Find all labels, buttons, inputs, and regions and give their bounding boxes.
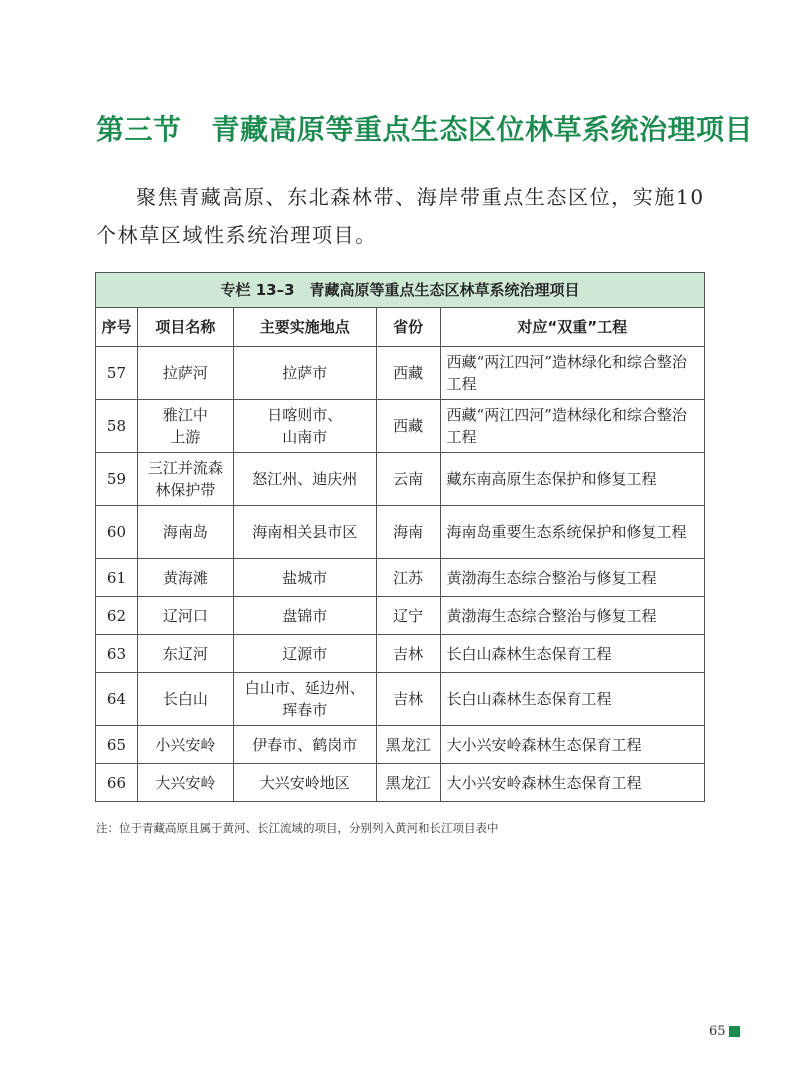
cell-location: 拉萨市 <box>233 347 376 400</box>
cell-location: 伊春市、鹤岗市 <box>233 726 376 764</box>
cell-location: 盐城市 <box>233 559 376 597</box>
table-row <box>96 726 705 764</box>
cell-province: 江苏 <box>376 559 440 597</box>
table-header-row <box>96 308 705 347</box>
cell-province: 辽宁 <box>376 597 440 635</box>
cell-name: 黄海滩 <box>137 559 233 597</box>
cell-no: 65 <box>96 726 138 764</box>
cell-location: 大兴安岭地区 <box>233 764 376 802</box>
cell-province: 西藏 <box>376 400 440 453</box>
cell-no: 63 <box>96 635 138 673</box>
cell-project: 海南岛重要生态系统保护和修复工程 <box>440 506 704 559</box>
table-row <box>96 597 705 635</box>
page-marker-square-icon <box>729 1026 740 1037</box>
cell-project: 西藏“两江四河”造林绿化和综合整治工程 <box>440 400 704 453</box>
cell-project: 西藏“两江四河”造林绿化和综合整治工程 <box>440 347 704 400</box>
cell-project: 黄渤海生态综合整治与修复工程 <box>440 597 704 635</box>
cell-location: 盘锦市 <box>233 597 376 635</box>
cell-project: 大小兴安岭森林生态保育工程 <box>440 726 704 764</box>
table-row <box>96 764 705 802</box>
cell-name: 三江并流森林保护带 <box>137 453 233 506</box>
table-row <box>96 635 705 673</box>
cell-project: 藏东南高原生态保护和修复工程 <box>440 453 704 506</box>
project-table <box>95 272 705 802</box>
table-row <box>96 347 705 400</box>
section-number: 第三节 <box>96 113 182 146</box>
cell-no: 57 <box>96 347 138 400</box>
cell-no: 62 <box>96 597 138 635</box>
table-row <box>96 400 705 453</box>
section-heading: 青藏高原等重点生态区位林草系统治理项目 <box>211 113 754 146</box>
cell-location: 怒江州、迪庆州 <box>233 453 376 506</box>
header-location: 主要实施地点 <box>233 308 376 347</box>
header-name: 项目名称 <box>137 308 233 347</box>
table-row <box>96 506 705 559</box>
cell-name: 辽河口 <box>137 597 233 635</box>
table-row <box>96 453 705 506</box>
cell-province: 黑龙江 <box>376 726 440 764</box>
cell-name: 拉萨河 <box>137 347 233 400</box>
cell-province: 西藏 <box>376 347 440 400</box>
cell-no: 60 <box>96 506 138 559</box>
table-caption: 专栏 13–3 青藏高原等重点生态区林草系统治理项目 <box>96 273 705 308</box>
cell-location: 日喀则市、山南市 <box>233 400 376 453</box>
cell-no: 61 <box>96 559 138 597</box>
cell-location: 白山市、延边州、珲春市 <box>233 673 376 726</box>
cell-name: 大兴安岭 <box>137 764 233 802</box>
cell-location: 辽源市 <box>233 635 376 673</box>
cell-no: 58 <box>96 400 138 453</box>
header-province: 省份 <box>376 308 440 347</box>
cell-project: 长白山森林生态保育工程 <box>440 673 704 726</box>
cell-location: 海南相关县市区 <box>233 506 376 559</box>
cell-name: 雅江中上游 <box>137 400 233 453</box>
header-project: 对应“双重”工程 <box>440 308 704 347</box>
table-row <box>96 559 705 597</box>
cell-province: 吉林 <box>376 635 440 673</box>
cell-no: 59 <box>96 453 138 506</box>
section-title <box>96 108 753 148</box>
cell-no: 66 <box>96 764 138 802</box>
cell-province: 云南 <box>376 453 440 506</box>
header-no: 序号 <box>96 308 138 347</box>
cell-province: 海南 <box>376 506 440 559</box>
cell-project: 长白山森林生态保育工程 <box>440 635 704 673</box>
cell-province: 黑龙江 <box>376 764 440 802</box>
cell-province: 吉林 <box>376 673 440 726</box>
cell-no: 64 <box>96 673 138 726</box>
cell-name: 长白山 <box>137 673 233 726</box>
intro-paragraph: 聚焦青藏高原、东北森林带、海岸带重点生态区位，实施10个林草区域性系统治理项目。 <box>96 185 705 247</box>
cell-name: 海南岛 <box>137 506 233 559</box>
table-note: 注：位于青藏高原且属于黄河、长江流域的项目，分别列入黄河和长江项目表中 <box>96 821 499 835</box>
table-row <box>96 673 705 726</box>
cell-name: 东辽河 <box>137 635 233 673</box>
cell-project: 黄渤海生态综合整治与修复工程 <box>440 559 704 597</box>
page-number: 65 <box>709 1024 726 1039</box>
cell-name: 小兴安岭 <box>137 726 233 764</box>
cell-project: 大小兴安岭森林生态保育工程 <box>440 764 704 802</box>
